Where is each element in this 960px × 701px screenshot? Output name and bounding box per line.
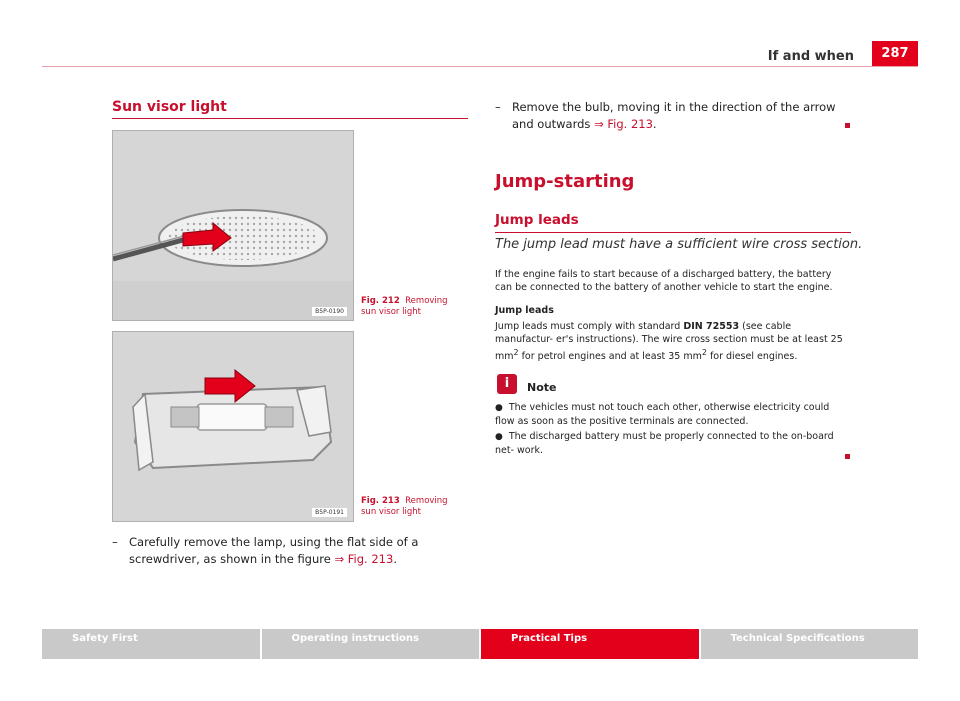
figure-code: B5P-0191 xyxy=(312,508,347,517)
step-text xyxy=(495,99,851,133)
figure-213-caption xyxy=(361,496,465,518)
step-remove-lamp xyxy=(112,534,468,568)
sun-visor-light-illustration xyxy=(113,131,354,321)
note-title: Note xyxy=(527,381,557,394)
para-text: for petrol engines and at least 35 mm xyxy=(521,351,702,363)
superscript: 2 xyxy=(701,348,707,357)
section-end-marker xyxy=(845,123,850,128)
figure-label: Fig. 212 xyxy=(361,296,400,306)
note-icon: i xyxy=(497,374,517,394)
para-text: Jump leads must comply with standard xyxy=(495,321,681,332)
section-rule xyxy=(112,118,468,119)
subsection-title: Jump leads xyxy=(495,212,579,228)
page-number: 287 xyxy=(872,41,918,67)
step-dash: – xyxy=(495,100,501,114)
tab-practical-tips[interactable]: Practical Tips xyxy=(481,629,699,659)
tab-operating-instructions[interactable]: Operating instructions xyxy=(262,629,480,659)
step-remove-bulb xyxy=(495,99,851,133)
header-rule xyxy=(42,66,918,67)
tab-technical-specifications[interactable]: Technical Specifications xyxy=(701,629,919,659)
paragraph-heading: Jump leads xyxy=(495,305,554,316)
figure-link[interactable]: ⇒ Fig. 213 xyxy=(334,552,394,566)
figure-213 xyxy=(112,331,354,522)
paragraph-battery: If the engine fails to start because of a discharged battery, the battery can be connected to the battery of another vehicle to start the engine. xyxy=(495,269,833,293)
bullet-icon: ● xyxy=(495,403,503,413)
note-text: The discharged battery must be properly connected to the on-board net- work. xyxy=(495,431,834,456)
chapter-title: Jump-starting xyxy=(495,171,635,192)
para-text: (see cable manufactur- er's instructions). The wire cross section must be at least 25 mm xyxy=(495,321,843,363)
figure-caption-text: Removing sun visor light xyxy=(361,296,448,317)
step-body: Remove the bulb, moving it in the direction of the arrow and outwards xyxy=(512,100,836,131)
footer-nav xyxy=(42,629,918,659)
note-item xyxy=(495,401,851,428)
step-body: Carefully remove the lamp, using the flat side of a screwdriver, as shown in the figure xyxy=(129,535,419,566)
para-text: for diesel engines. xyxy=(709,351,798,363)
note-text: The vehicles must not touch each other, otherwise electricity could flow as soon as the positive terminals are connected. xyxy=(495,402,830,427)
figure-212 xyxy=(112,130,354,321)
step-text xyxy=(112,534,468,568)
paragraph-jump-leads xyxy=(495,320,851,363)
bullet-icon: ● xyxy=(495,432,503,442)
standard-number: DIN 72553 xyxy=(683,321,740,332)
figure-code: B5P-0190 xyxy=(312,307,347,316)
step-dash: – xyxy=(112,535,118,549)
note-item xyxy=(495,430,851,457)
figure-212-caption xyxy=(361,296,465,318)
figure-label: Fig. 213 xyxy=(361,496,400,506)
step-end: . xyxy=(393,552,397,566)
intro-text: The jump lead must have a sufficient wire cross section. xyxy=(495,237,863,252)
figure-link[interactable]: ⇒ Fig. 213 xyxy=(594,117,653,131)
tab-safety-first[interactable]: Safety First xyxy=(42,629,260,659)
subsection-rule xyxy=(495,232,851,233)
step-end: . xyxy=(652,117,657,131)
figure-caption-text: Removing sun visor light xyxy=(361,496,448,517)
superscript: 2 xyxy=(513,348,519,357)
bulb-removal-illustration xyxy=(113,332,354,522)
running-header: If and when xyxy=(767,49,854,64)
section-title: Sun visor light xyxy=(112,99,227,115)
section-end-marker xyxy=(845,454,850,459)
